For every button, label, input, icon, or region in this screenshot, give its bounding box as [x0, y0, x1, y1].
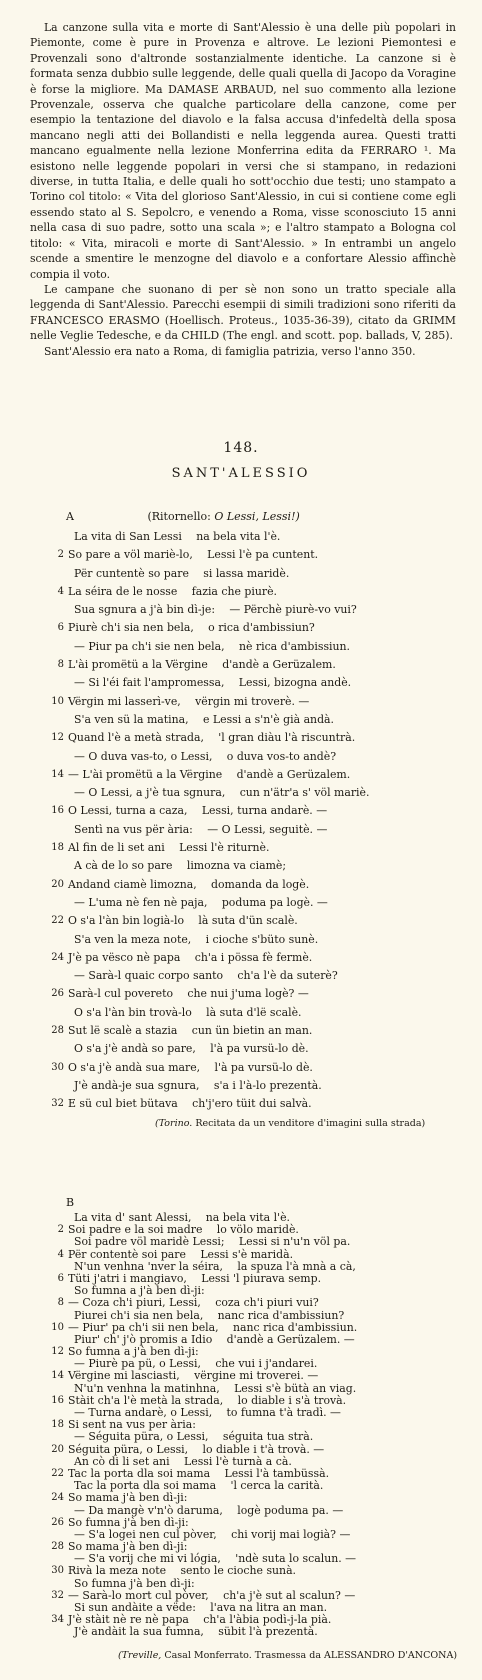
- verse-first-half: S'a ven sü la matina,: [74, 712, 189, 726]
- line-number: 2: [57, 1224, 64, 1236]
- verse-second-half: Lessi, turna andarè. —: [201, 804, 328, 818]
- version-b-source-place: (Treville,: [118, 1650, 162, 1661]
- verse-text: [68, 693, 309, 711]
- line-number: 34: [51, 1614, 64, 1626]
- verse-second-half: Lessi si n'u'n völ pa.: [238, 1235, 351, 1249]
- verse-second-half: d'andè a Gerüzalem. —: [226, 1332, 355, 1346]
- version-a-source: [155, 1118, 425, 1129]
- line-number: 8: [57, 659, 64, 671]
- refrain-text: O Lessi, Lessi!): [214, 510, 300, 523]
- verse-line: [40, 985, 440, 1003]
- verse-text: [68, 656, 336, 674]
- verse-text: [68, 619, 315, 637]
- verse-second-half: 'l gran diàu l'à riscuntrà.: [218, 731, 356, 745]
- verse-first-half: — Turna andarè, o Lessi,: [74, 1406, 213, 1419]
- verse-line: [40, 729, 440, 747]
- verse-text: [74, 931, 318, 949]
- verse-first-half: Andand ciamè limozna,: [68, 877, 197, 891]
- verse-line: [40, 1004, 440, 1022]
- verse-first-half: O s'a j'è andà so pare,: [74, 1042, 196, 1056]
- verse-first-half: — L'ài promëtü a la Vërgine: [68, 767, 223, 781]
- verse-line: [40, 656, 440, 674]
- line-number: 20: [51, 878, 64, 890]
- verse-line: [40, 894, 440, 912]
- line-number: 24: [51, 1492, 64, 1504]
- verse-second-half: ch'a l'è da suterè?: [237, 969, 338, 983]
- verse-first-half: Sut lë scalè a stazia: [68, 1024, 178, 1038]
- verse-first-half: Për cuntentè so pare: [74, 566, 189, 580]
- line-number: 14: [51, 1370, 64, 1382]
- verse-first-half: Tac la porta dla soi mama: [68, 1466, 211, 1480]
- verse-text: [74, 711, 334, 729]
- verse-first-half: A cà de lo so pare: [74, 859, 173, 873]
- refrain-label: [147, 510, 299, 523]
- verse-first-half: Soi padre e la soi madre: [68, 1223, 203, 1237]
- verse-second-half: nanc rica d'ambissiun.: [232, 1320, 358, 1334]
- verse-first-half: Quand l'è a metà strada,: [68, 731, 204, 745]
- verse-text: [68, 949, 312, 967]
- line-number: 30: [51, 1061, 64, 1073]
- line-number: 14: [51, 768, 64, 780]
- verse-line: [40, 857, 440, 875]
- verse-text: [68, 985, 309, 1003]
- verse-second-half: — O Lessi, seguitè. —: [207, 822, 328, 836]
- verse-second-half: chi vorij mai logià? —: [231, 1527, 351, 1541]
- verse-line: [40, 583, 440, 601]
- line-number: 28: [51, 1541, 64, 1553]
- verse-second-half: na bela vita l'è.: [205, 1211, 290, 1224]
- verse-first-half: — Piur pa ch'i sie nen bela,: [74, 639, 225, 653]
- song-title: SANT'ALESSIO: [171, 466, 311, 481]
- verse-text: [74, 857, 286, 875]
- verse-second-half: Lessi s'è bütà an viag.: [234, 1381, 357, 1395]
- verse-text: [74, 565, 289, 583]
- verse-line: [40, 839, 440, 857]
- line-number: 26: [51, 1516, 64, 1528]
- verse-line: [40, 967, 440, 985]
- verse-first-half: — Si l'éi fait l'ampromessa,: [74, 676, 225, 690]
- verse-first-half: Si sent na vus per ària:: [68, 1418, 196, 1432]
- verse-first-half: — O duva vas-to, o Lessi,: [74, 749, 213, 763]
- verse-first-half: — Da mangè v'n'ò daruma,: [74, 1503, 223, 1517]
- verse-first-half: N'u'n venhna la matinhna,: [74, 1381, 220, 1395]
- verse-first-half: — L'uma nè fen nè paja,: [74, 895, 208, 909]
- verse-second-half: nanc rica d'ambissiun?: [217, 1308, 345, 1322]
- verse-second-half: Lessi l'è riturnè.: [179, 841, 270, 855]
- verse-second-half: sübit l'à prezentà.: [218, 1625, 318, 1639]
- verse-first-half: Tüti j'atri i mangiavo,: [68, 1271, 187, 1285]
- verse-text: [68, 802, 327, 820]
- verse-text: [74, 967, 338, 985]
- verse-first-half: E sü cul biet bütava: [68, 1097, 178, 1111]
- verse-second-half: si lassa maridè.: [203, 566, 290, 580]
- verse-second-half: Lessi l'è pa cuntent.: [207, 548, 319, 562]
- version-b-heading: [66, 1196, 74, 1209]
- verse-second-half: Lessi l'à tambüssà.: [224, 1466, 330, 1480]
- line-number: 18: [51, 842, 64, 854]
- line-number: 4: [57, 585, 64, 597]
- verse-text: [74, 1040, 309, 1058]
- verse-second-half: nè rica d'ambissiun.: [238, 639, 351, 653]
- version-a-label: A: [66, 510, 74, 523]
- verse-text: [68, 839, 269, 857]
- line-number: 18: [51, 1419, 64, 1431]
- line-number: 2: [57, 549, 64, 561]
- verse-first-half: — Coza ch'i piuri, Lessi,: [68, 1296, 201, 1310]
- version-a-verses: [40, 528, 440, 1114]
- verse-first-half: Rivà la meza note: [68, 1564, 167, 1578]
- verse-second-half: Lessi s'è maridà.: [200, 1247, 294, 1261]
- song-number: 148.: [223, 440, 259, 456]
- verse-first-half: Soi padre völ maridè Lessi;: [74, 1235, 225, 1249]
- verse-text: [74, 1626, 318, 1638]
- verse-text: [68, 1022, 312, 1040]
- verse-second-half: ch'a j'è sut al scalun? —: [223, 1588, 356, 1602]
- verse-first-half: Sarà-l cul povereto: [68, 987, 174, 1001]
- verse-second-half: ch'a i pössa fè fermè.: [194, 950, 313, 964]
- verse-second-half: domanda da logè.: [211, 877, 310, 891]
- verse-second-half: — Përchè piurè-vo vui?: [229, 603, 357, 617]
- verse-first-half: So mama j'à ben dì-ji:: [68, 1491, 188, 1505]
- refrain-prefix: (Ritornello:: [147, 510, 215, 523]
- line-number: 22: [51, 1467, 64, 1479]
- verse-first-half: La vita di San Lessi: [74, 530, 182, 543]
- verse-first-half: J'è stàit nè re nè papa: [68, 1613, 189, 1627]
- verse-first-half: Vërgin mi lasserì-ve,: [68, 694, 181, 708]
- verse-text: [68, 766, 350, 784]
- verse-line: [40, 693, 440, 711]
- line-number: 30: [51, 1565, 64, 1577]
- verse-line: [40, 931, 440, 949]
- verse-first-half: J'è pa vësco nè papa: [68, 950, 181, 964]
- verse-first-half: — S'a logei nen cul pòver,: [74, 1527, 217, 1541]
- verse-first-half: Piurè ch'i sia nen bela,: [68, 621, 194, 635]
- verse-first-half: So pare a völ mariè-lo,: [68, 548, 193, 562]
- verse-second-half: Lessi l'è turnà a cà.: [184, 1454, 292, 1468]
- verse-first-half: O s'a l'àn bin logià-lo: [68, 914, 185, 928]
- verse-second-half: Lessi, bizogna andè.: [238, 676, 352, 690]
- verse-first-half: J'è andàit la sua fumna,: [74, 1625, 204, 1639]
- verse-text: [68, 1095, 312, 1113]
- line-number: 16: [51, 1394, 64, 1406]
- verse-first-half: Piurei ch'i sia nen bela,: [74, 1308, 204, 1322]
- verse-line: [40, 711, 440, 729]
- verse-first-half: So fumna a j'à ben dì-ji:: [68, 1345, 199, 1359]
- verse-first-half: Al fin de li set ani: [68, 841, 165, 855]
- verse-first-half: S'a ven la meza note,: [74, 932, 192, 946]
- verse-line: [40, 1040, 440, 1058]
- verse-first-half: La séira de le nosse: [68, 584, 178, 598]
- line-number: 20: [51, 1443, 64, 1455]
- verse-second-half: na bela vita l'è.: [196, 530, 281, 543]
- verse-line: [40, 876, 440, 894]
- verse-line: [40, 1059, 440, 1077]
- verse-text: [74, 528, 280, 546]
- line-number: 10: [51, 695, 64, 707]
- verse-first-half: — Sarà-lo mort cul pòver,: [68, 1588, 209, 1602]
- verse-second-half: to fumna t'à tradì. —: [226, 1406, 341, 1419]
- verse-first-half: Sua sgnura a j'à bin dì-je:: [74, 603, 216, 617]
- verse-first-half: — O Lessi, a j'è tua sgnura,: [74, 786, 226, 800]
- verse-line: [40, 821, 440, 839]
- verse-second-half: l'à pa vursü-lo dè.: [210, 1042, 309, 1056]
- verse-second-half: s'a i l'à-lo prezentà.: [213, 1078, 322, 1092]
- verse-first-half: — Séguita püra, o Lessi,: [74, 1430, 209, 1444]
- verse-second-half: o rica d'ambissiun?: [208, 621, 315, 635]
- verse-first-half: O s'a l'àn bin trovà-lo: [74, 1005, 192, 1019]
- verse-second-half: limozna va ciamè;: [186, 859, 287, 873]
- verse-second-half: coza ch'i piuri vui?: [215, 1296, 319, 1310]
- verse-second-half: o duva vos-to andè?: [226, 749, 337, 763]
- verse-second-half: d'andè a Gerüzalem.: [222, 658, 336, 672]
- version-a-source-note: Recitata da un venditore d'imagini sulla strada): [192, 1118, 426, 1129]
- verse-text: [68, 912, 298, 930]
- verse-first-half: — Piurè pa pü, o Lessi,: [74, 1357, 201, 1371]
- verse-first-half: So fumna j'à ben dì-ji:: [68, 1515, 189, 1529]
- line-number: 4: [57, 1248, 64, 1260]
- verse-line: [40, 1077, 440, 1095]
- verse-text: [68, 1059, 313, 1077]
- version-b-source: [118, 1650, 457, 1661]
- line-number: 12: [51, 1346, 64, 1358]
- verse-line: [40, 619, 440, 637]
- intro-paragraph-2: Le campane che suonano di per sè non sono un tratto speciale alla leggenda di Sant'Alessio. Parecchi esempii di simili tradizioni sono riferiti da FRANCESCO ERASMO (Hoellisch. Proteus., 1035-36-39), citato da GRIMM nelle Veglie Tedesche, e da CHILD (The engl. and scott. pop. ballads, V, 285).: [30, 282, 456, 343]
- verse-first-half: Si sun andàite a vëde:: [74, 1601, 196, 1614]
- verse-second-half: l'ava na litra an man.: [210, 1601, 328, 1614]
- line-number: 10: [51, 1321, 64, 1333]
- verse-second-half: cun ün bietin an man.: [191, 1024, 313, 1038]
- verse-second-half: Lessi 'l piurava semp.: [201, 1271, 322, 1285]
- verse-line: [40, 784, 440, 802]
- verse-text: [74, 601, 357, 619]
- verse-first-half: Vërgine mi lasciasti,: [68, 1369, 180, 1383]
- verse-second-half: e Lessi a s'n'è già andà.: [203, 712, 335, 726]
- verse-second-half: ch'j'ero tüit dui salvà.: [192, 1097, 312, 1111]
- verse-second-half: fazia che piurè.: [191, 584, 277, 598]
- verse-line: [40, 766, 440, 784]
- verse-second-half: là suta d'ün scalè.: [198, 914, 298, 928]
- verse-text: [74, 1004, 301, 1022]
- verse-second-half: i cioche s'büto sunè.: [205, 932, 319, 946]
- verse-line: [40, 674, 440, 692]
- verse-first-half: Séguita püra, o Lessi,: [68, 1442, 189, 1456]
- verse-first-half: Piur' ch' j'ò promis a Idio: [74, 1332, 213, 1346]
- line-number: 22: [51, 915, 64, 927]
- intro-text: [30, 20, 456, 359]
- verse-line: [40, 546, 440, 564]
- version-a-source-place: (Torino.: [155, 1118, 193, 1129]
- version-a-heading: [66, 510, 300, 523]
- verse-line: [40, 802, 440, 820]
- verse-line: [40, 638, 440, 656]
- verse-first-half: O s'a j'è andà sua mare,: [68, 1060, 201, 1074]
- line-number: 32: [51, 1589, 64, 1601]
- verse-second-half: sento le cioche sunà.: [180, 1564, 297, 1578]
- version-b-label: B: [66, 1196, 75, 1209]
- verse-line: [40, 1022, 440, 1040]
- verse-second-half: lo diable i s'à trovà.: [237, 1393, 347, 1407]
- version-b-verses: [40, 1212, 440, 1639]
- verse-text: [68, 876, 309, 894]
- verse-line: [40, 1095, 440, 1113]
- verse-text: [74, 674, 351, 692]
- verse-second-half: ch'a l'àbia podì-j-la pià.: [203, 1613, 332, 1627]
- verse-second-half: lo völo maridè.: [216, 1223, 299, 1237]
- verse-text: [68, 546, 318, 564]
- verse-second-half: d'andè a Gerüzalem.: [236, 767, 351, 781]
- verse-line: [40, 748, 440, 766]
- verse-second-half: séguita tua strà.: [222, 1430, 314, 1444]
- verse-second-half: vërgine mi troverei. —: [194, 1369, 319, 1383]
- verse-line: [40, 565, 440, 583]
- line-number: 24: [51, 951, 64, 963]
- verse-first-half: So mama j'à ben dì-ji:: [68, 1540, 188, 1554]
- verse-second-half: che nui j'uma logè? —: [187, 987, 309, 1001]
- verse-line: [40, 1626, 440, 1638]
- line-number: 16: [51, 805, 64, 817]
- verse-first-half: Sentì na vus për ària:: [74, 822, 193, 836]
- line-number: 12: [51, 732, 64, 744]
- verse-second-half: l'à pa vursü-lo dè.: [214, 1060, 313, 1074]
- verse-first-half: L'ài promëtü a la Vërgine: [68, 658, 208, 672]
- verse-first-half: — Sarà-l quaic corpo santo: [74, 969, 224, 983]
- verse-second-half: 'ndè suta lo scalun. —: [235, 1552, 357, 1566]
- verse-text: [74, 1077, 322, 1095]
- verse-first-half: — S'a vorij che mi vi lógia,: [74, 1552, 221, 1566]
- verse-line: [40, 949, 440, 967]
- verse-text: [68, 583, 277, 601]
- verse-first-half: — Piur' pa ch'i sii nen bela,: [68, 1320, 219, 1334]
- version-b-source-note: Casal Monferrato. Trasmessa da ALESSANDRO D'ANCONA): [161, 1650, 458, 1661]
- verse-line: [40, 912, 440, 930]
- verse-line: [40, 528, 440, 546]
- verse-text: [68, 729, 355, 747]
- verse-first-half: Stàit ch'a l'è metà la strada,: [68, 1393, 224, 1407]
- verse-second-half: la spuza l'à mnà a cà,: [237, 1259, 356, 1273]
- verse-first-half: J'è andà-je sua sgnura,: [74, 1078, 200, 1092]
- verse-text: [74, 638, 350, 656]
- verse-second-half: là suta d'lë scalè.: [206, 1005, 302, 1019]
- verse-first-half: O Lessi, turna a caza,: [68, 804, 188, 818]
- verse-first-half: La vita d' sant Alessi,: [74, 1211, 192, 1224]
- verse-first-half: N'un venhna 'nver la séira,: [74, 1259, 223, 1273]
- verse-first-half: Për contentè soi pare: [68, 1247, 186, 1261]
- verse-first-half: So fumna a j'à ben dì-ji:: [74, 1284, 205, 1298]
- line-number: 26: [51, 988, 64, 1000]
- verse-text: [74, 821, 327, 839]
- verse-text: [74, 894, 328, 912]
- verse-second-half: 'l cerca la carità.: [230, 1479, 324, 1493]
- verse-second-half: cun n'ätr'a s' völ mariè.: [239, 786, 370, 800]
- line-number: 32: [51, 1098, 64, 1110]
- intro-paragraph-3: Sant'Alessio era nato a Roma, di famiglia patrizia, verso l'anno 350.: [44, 344, 416, 358]
- line-number: 6: [57, 1272, 64, 1284]
- verse-text: [74, 748, 336, 766]
- verse-second-half: poduma pa logè. —: [221, 895, 328, 909]
- verse-second-half: che vui i j'andarei.: [215, 1357, 318, 1371]
- verse-line: [40, 601, 440, 619]
- verse-first-half: Tac la porta dla soi mama: [74, 1479, 217, 1493]
- verse-second-half: logè poduma pa. —: [237, 1503, 344, 1517]
- intro-paragraph-1: La canzone sulla vita e morte di Sant'Alessio è una delle più popolari in Piemonte, come è pure in Provenza e altrove. Le lezioni Piemontesi e Provenzali sono d'altronde sostanzialmente identiche. La canzone si è formata senza dubbio sulle leggende, delle quali quella di Jacopo da Voragine è forse la migliore. Ma DAMASE ARBAUD, nel suo commento alla lezione Provenzale, osserva che qualche particolare della canzone, come per esempio la tentazione del diavolo e la falsa accusa d'infedeltà della sposa mancano negli atti dei Bollandisti e nella leggenda aurea. Questi tratti mancano egualmente nella lezione Monferrina edita da FERRARO ¹. Ma esistono nelle leggende popolari in versi che si stampano, in redazioni diverse, in tutta Italia, e delle quali ho sott'occhio due testi; uno stampato a Torino col titolo: « Vita del glorioso Sant'Alessio, in cui si contiene come egli essendo stato al S. Sepolcro, e venendo a Roma, visse sconosciuto 15 anni nella casa di suo padre, sotto una scala »; e l'altro stampato a Bologna col titolo: « Vita, miracoli e morte di Sant'Alessio. » In entrambi un angelo scende a smentire le menzogne del diavolo e a confortare Alessio affinchè compia il voto.: [30, 21, 456, 281]
- verse-second-half: lo diable i t'à trovà. —: [202, 1442, 325, 1456]
- line-number: 6: [57, 622, 64, 634]
- line-number: 8: [57, 1297, 64, 1309]
- verse-first-half: So fumna j'à ben dì-ji:: [74, 1576, 195, 1590]
- line-number: 28: [51, 1025, 64, 1037]
- verse-text: [74, 784, 369, 802]
- verse-first-half: An cò di li set ani: [74, 1454, 170, 1468]
- verse-second-half: vërgin mi troverè. —: [195, 694, 310, 708]
